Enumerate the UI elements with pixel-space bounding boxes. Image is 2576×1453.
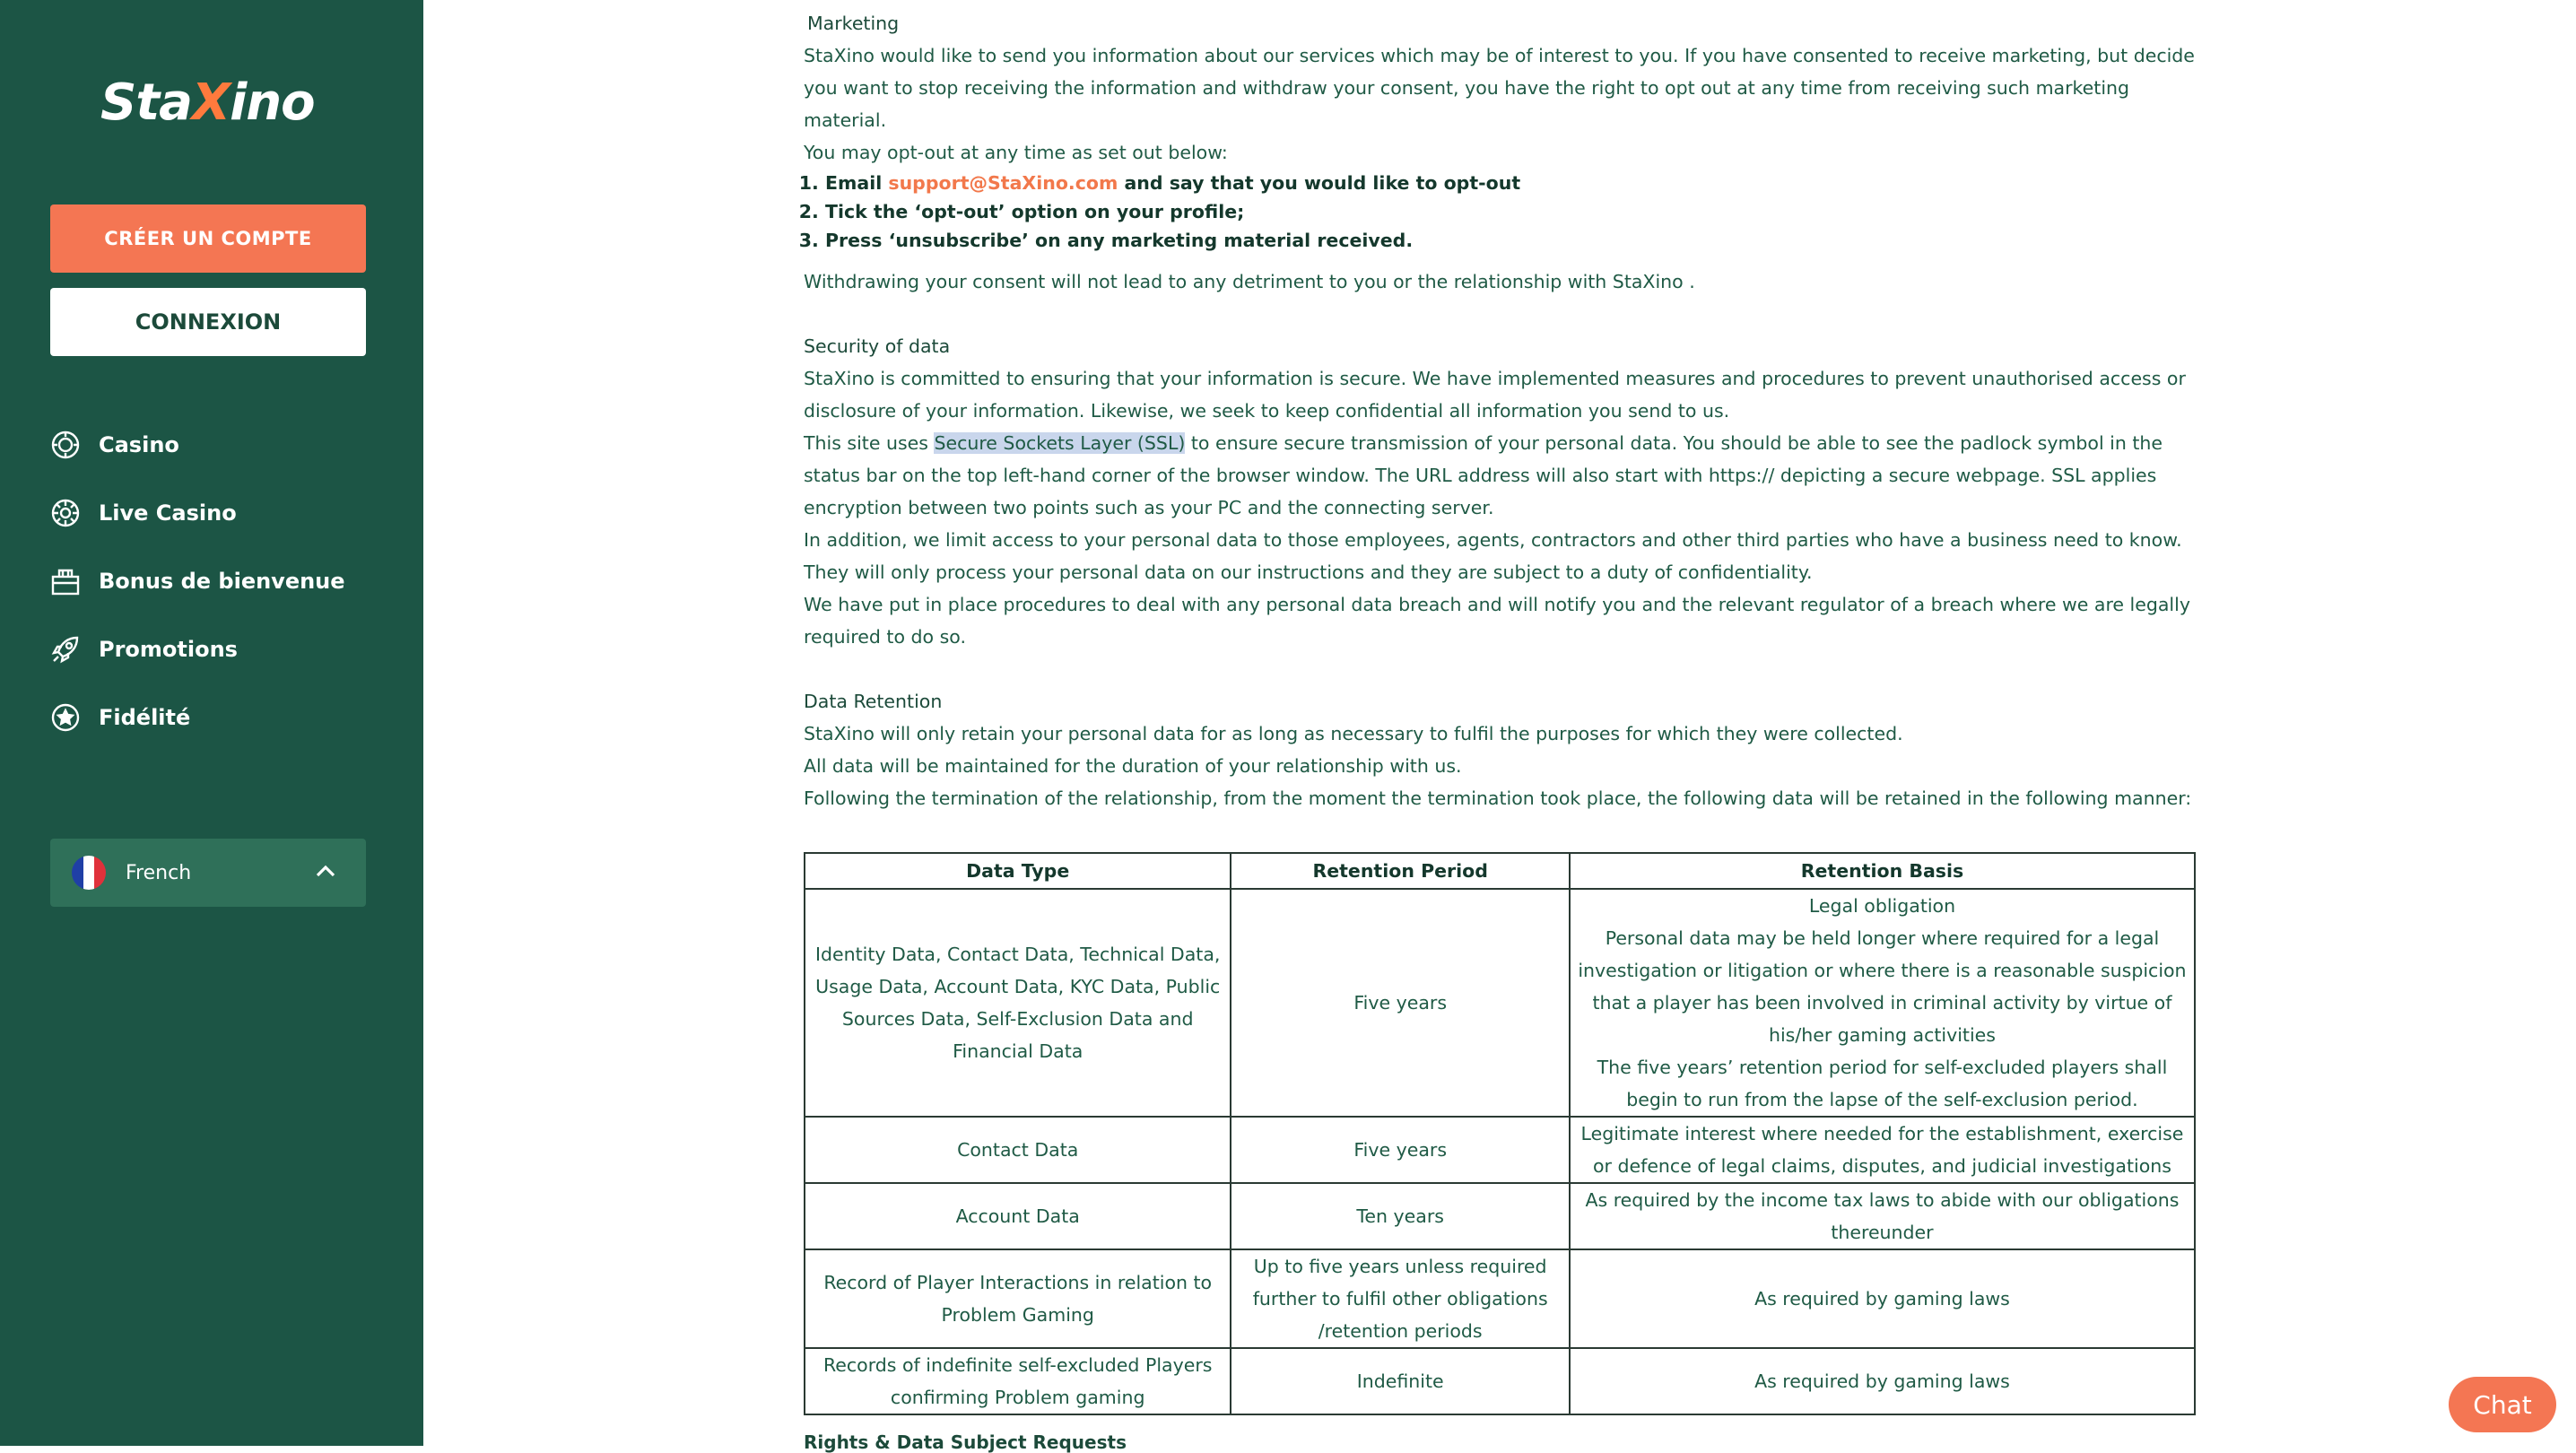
retention-period-cell: Five years — [1231, 889, 1570, 1117]
data-type-cell: Account Data — [805, 1183, 1231, 1249]
table-row — [805, 1348, 2195, 1414]
retention-basis-cell: As required by the income tax laws to abide with our obligations thereunder — [1570, 1183, 2195, 1249]
opt-out-email-prefix: Email — [825, 172, 889, 194]
live-casino-icon — [50, 498, 81, 528]
create-account-button[interactable]: CRÉER UN COMPTE — [50, 204, 366, 273]
retention-basis-cell: Legitimate interest where needed for the establishment, exercise or defence of legal claims, disputes, and judicial investigations — [1570, 1117, 2195, 1183]
list-item: 3. Press ‘unsubscribe’ on any marketing material received. — [825, 226, 2203, 255]
next-section-heading: Rights & Data Subject Requests — [804, 1431, 1127, 1453]
sidebar-item-live-casino[interactable] — [50, 479, 345, 547]
data-type-cell: Contact Data — [805, 1117, 1231, 1183]
retention-paragraph-1: StaXino will only retain your personal data for as long as necessary to fulfil the purposes for which they were collected. — [804, 723, 1903, 744]
column-header: Retention Period — [1231, 853, 1570, 889]
security-paragraph-1: StaXino is committed to ensuring that your information is secure. We have implemented measures and procedures to prevent unauthorised access or disclosure of your information. Likewise, we seek to keep confidential all information you send to us. — [804, 368, 2186, 422]
table-row — [805, 1183, 2195, 1249]
data-type-cell: Record of Player Interactions in relation to Problem Gaming — [805, 1249, 1231, 1348]
marketing-paragraph-2: You may opt-out at any time as set out below: — [804, 142, 1228, 163]
sidebar-item-label: Bonus de bienvenue — [99, 569, 345, 594]
retention-period-cell: Ten years — [1231, 1183, 1570, 1249]
sidebar-item-welcome-bonus[interactable] — [50, 547, 345, 615]
basis-line: Legal obligation — [1808, 895, 1956, 917]
chat-button[interactable]: Chat — [2449, 1377, 2556, 1432]
data-type-cell: Identity Data, Contact Data, Technical Data, Usage Data, Account Data, KYC Data, Public Sources Data, Self-Exclusion Data and Financial Data — [805, 889, 1231, 1117]
marketing-paragraph-3: Withdrawing your consent will not lead to any detriment to you or the relationship with StaXino . — [804, 271, 1695, 292]
retention-paragraph-3: Following the termination of the relationship, from the moment the termination took place, the following data will be retained in the following manner: — [804, 787, 2192, 809]
sidebar-item-label: Live Casino — [99, 500, 237, 526]
sidebar-item-loyalty[interactable] — [50, 683, 345, 752]
rocket-icon — [50, 634, 81, 665]
retention-table — [804, 852, 2196, 1415]
ssl-text-pre: This site uses — [804, 432, 935, 454]
retention-paragraph-2: All data will be maintained for the duration of your relationship with us. — [804, 755, 1462, 777]
basis-line: Personal data may be held longer where required for a legal investigation or litigation or where there is a reasonable suspicion that a player has been involved in criminal activity by virtue of his/her gaming activities — [1578, 927, 2187, 1046]
opt-out-list — [804, 169, 2203, 255]
security-heading: Security of data — [804, 335, 951, 357]
data-type-cell: Records of indefinite self-excluded Players confirming Problem gaming — [805, 1348, 1231, 1414]
logo-text-x: X — [191, 74, 231, 132]
column-header: Data Type — [805, 853, 1231, 889]
sidebar-item-label: Promotions — [99, 637, 238, 662]
ssl-text-post: to ensure secure transmission of your personal data. You should be able to see the padlock symbol in the status bar on the top left-hand corner of the browser window. The URL address will also start with https:// depicting a secure webpage. SSL applies encryption between two points such as your PC and the connecting server. — [804, 432, 2163, 518]
list-item — [825, 169, 2203, 197]
opt-out-email-suffix: and say that you would like to opt-out — [1118, 172, 1521, 194]
sidebar-item-label: Fidélité — [99, 705, 191, 730]
star-icon — [50, 702, 81, 733]
sidebar — [0, 0, 423, 1446]
highlighted-text: Secure Sockets Layer (SSL) — [934, 432, 1186, 454]
retention-period-cell: Up to five years unless required further to fulfil other obligations /retention periods — [1231, 1249, 1570, 1348]
marketing-paragraph-1: StaXino would like to send you information about our services which may be of interest to you. If you have consented to receive marketing, but decide you want to stop receiving the information and withdraw your consent, you have the right to opt out at any time from receiving such marketing material. — [804, 45, 2195, 131]
sidebar-item-casino[interactable] — [50, 411, 345, 479]
table-row — [805, 1249, 2195, 1348]
privacy-policy-content — [804, 0, 2203, 814]
retention-basis-cell: As required by gaming laws — [1570, 1348, 2195, 1414]
list-item: 2. Tick the ‘opt-out’ option on your profile; — [825, 197, 2203, 226]
data-retention-heading: Data Retention — [804, 691, 943, 712]
sidebar-item-label: Casino — [99, 432, 179, 457]
retention-basis-cell — [1570, 889, 2195, 1117]
column-header: Retention Basis — [1570, 853, 2195, 889]
security-paragraph-3: In addition, we limit access to your personal data to those employees, agents, contractors and other third parties who have a business need to know. They will only process your personal data on our instructions and they are subject to a duty of confidentiality. — [804, 529, 2182, 583]
retention-period-cell: Indefinite — [1231, 1348, 1570, 1414]
login-button[interactable]: CONNEXION — [50, 288, 366, 356]
basis-line: The five years’ retention period for self-excluded players shall begin to run from the lapse of the self-exclusion period. — [1597, 1057, 2168, 1110]
retention-basis-cell: As required by gaming laws — [1570, 1249, 2195, 1348]
support-email-link[interactable]: support@StaXino.com — [888, 172, 1118, 194]
staxino-logo[interactable] — [100, 63, 316, 144]
table-row — [805, 1117, 2195, 1183]
france-flag-icon — [72, 856, 106, 890]
marketing-heading: Marketing — [807, 13, 900, 34]
logo-text-pre: Sta — [100, 74, 192, 132]
chevron-up-icon[interactable] — [312, 858, 339, 885]
sidebar-item-promotions[interactable] — [50, 615, 345, 683]
language-label: French — [126, 861, 192, 884]
sidebar-nav — [50, 411, 345, 752]
security-paragraph-4: We have put in place procedures to deal with any personal data breach and will notify you and the relevant regulator of a breach where we are legally required to do so. — [804, 594, 2190, 648]
language-selector[interactable] — [50, 839, 366, 907]
retention-period-cell: Five years — [1231, 1117, 1570, 1183]
casino-chip-icon — [50, 430, 81, 460]
table-row — [805, 889, 2195, 1117]
logo-text-post: ino — [230, 74, 315, 132]
security-paragraph-2 — [804, 427, 2203, 524]
gift-icon — [50, 566, 81, 596]
table-header-row — [805, 853, 2195, 889]
